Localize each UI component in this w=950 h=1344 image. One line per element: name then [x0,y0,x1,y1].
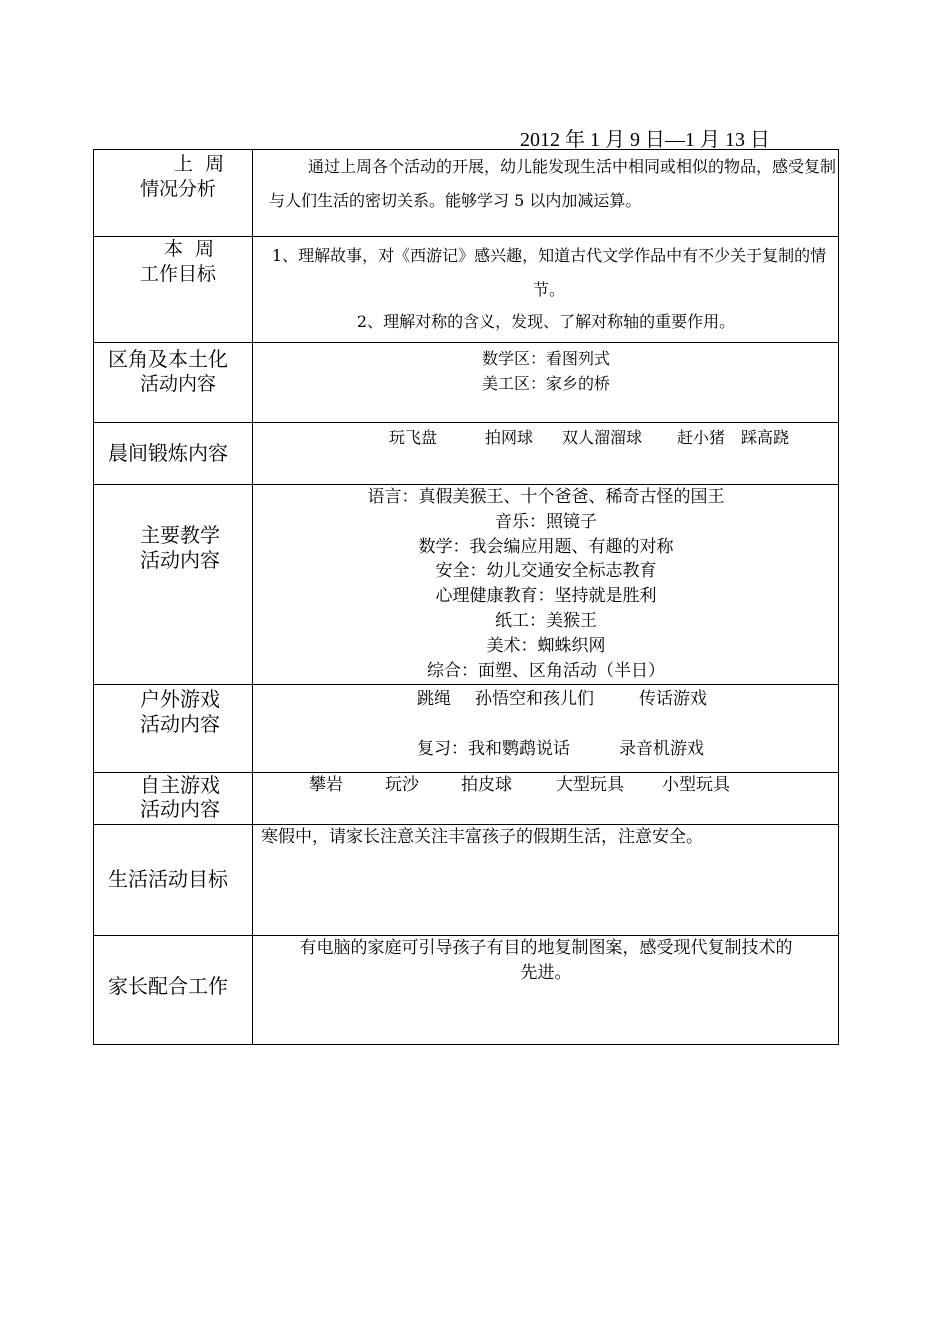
label-morning: 晨间锻炼内容 [94,423,253,484]
content-parents: 有电脑的家庭可引导孩子有目的地复制图案，感受现代复制技术的 先进。 [299,938,793,983]
teaching-item: 语言：真假美猴王、十个爸爸、稀奇古怪的国王 [367,487,725,507]
label-last-week: 上 周 情况分析 [94,150,253,236]
outdoor-item: 跳绳 [417,689,451,709]
content-teaching [253,485,838,684]
morning-item: 赶小猪 [677,428,726,447]
teaching-item: 心理健康教育：坚持就是胜利 [435,586,657,607]
row-life [93,824,839,935]
teaching-item: 安全：幼儿交通安全标志教育 [435,561,657,582]
content-last-week: 通过上周各个活动的开展，幼儿能发现生活中相同或相似的物品，感受复制与人们生活的密切关系。能够学习 5 以内加减运算。 [269,157,837,210]
row-last-week [93,149,839,236]
row-outdoor [93,684,839,772]
content-outdoor [253,685,838,772]
teaching-item: 数学：我会编应用题、有趣的对称 [418,536,674,557]
morning-item: 玩飞盘 [389,428,438,447]
corner-item: 数学区：看图列式 [481,349,610,368]
corner-item: 美工区：家乡的桥 [481,374,610,393]
label-parents: 家长配合工作 [94,936,253,1044]
free-play-item: 拍皮球 [461,775,512,795]
teaching-item: 音乐：照镜子 [495,511,597,532]
content-life: 寒假中，请家长注意关注丰富孩子的假期生活，注意安全。 [261,827,703,847]
row-corners [93,342,839,422]
morning-item: 踩高跷 [741,428,790,447]
teaching-item: 纸工：美猴王 [495,610,597,631]
label-teaching: 主要教学 活动内容 [94,485,253,684]
label-corners: 区角及本土化 活动内容 [94,343,253,422]
teaching-item: 综合：面塑、区角活动（半日） [427,660,665,681]
date-range: 2012 年 1 月 9 日—1 月 13 日 [520,129,770,151]
row-goals [93,236,839,342]
label-free-play: 自主游戏 活动内容 [94,773,253,824]
row-teaching [93,484,839,684]
morning-item: 拍网球 [485,428,534,447]
free-play-item: 玩沙 [385,775,419,795]
row-morning [93,422,839,484]
free-play-item: 小型玩具 [662,775,730,795]
outdoor-item: 录音机游戏 [619,739,704,759]
outdoor-item: 传话游戏 [639,689,707,709]
content-morning [253,423,838,484]
free-play-item: 大型玩具 [556,775,624,795]
row-parents [93,935,839,1045]
weekly-plan-table [93,149,839,1045]
label-life: 生活活动目标 [94,825,253,935]
free-play-item: 攀岩 [309,775,343,795]
content-goals: 1、理解故事，对《西游记》感兴趣，知道古代文学作品中有不少关于复制的情节。 2、理解对称的含义，发现、了解对称轴的重要作用。 [271,246,827,331]
label-goals: 本 周 工作目标 [94,237,253,342]
teaching-item: 美术：蜘蛛织网 [486,635,606,656]
label-outdoor: 户外游戏 活动内容 [94,685,253,772]
content-corners [253,343,838,422]
outdoor-item: 孙悟空和孩儿们 [475,689,594,709]
content-free-play [253,773,838,824]
outdoor-item: 复习：我和鹦鹉说话 [417,739,570,759]
row-free-play [93,772,839,824]
morning-item: 双人溜溜球 [562,428,643,447]
